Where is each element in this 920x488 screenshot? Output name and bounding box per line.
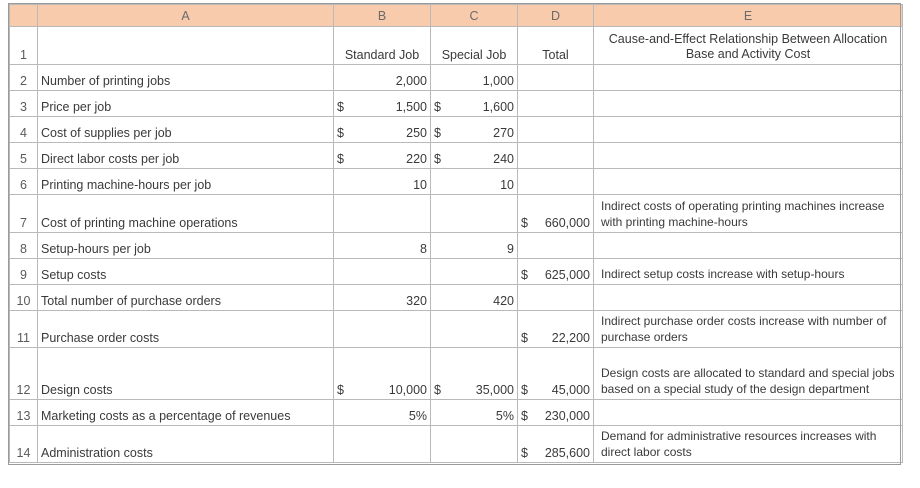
row-label-cell[interactable]: Direct labor costs per job bbox=[38, 143, 334, 169]
column-header-e[interactable]: E bbox=[594, 5, 903, 27]
row-label-cell[interactable]: Design costs bbox=[38, 348, 334, 400]
standard-job-cell[interactable] bbox=[334, 91, 431, 117]
currency-symbol: $ bbox=[434, 383, 441, 397]
currency-symbol: $ bbox=[521, 383, 528, 397]
column-header-c[interactable]: C bbox=[431, 5, 518, 27]
cell-value: 320 bbox=[406, 294, 427, 308]
row-number[interactable]: 4 bbox=[10, 117, 38, 143]
currency-symbol: $ bbox=[337, 100, 344, 114]
cell-value: 1,500 bbox=[395, 100, 427, 114]
table-row bbox=[10, 117, 903, 143]
cause-effect-cell[interactable]: Demand for administrative resources increases with direct labor costs bbox=[594, 426, 903, 463]
cause-effect-cell[interactable] bbox=[594, 400, 903, 426]
currency-symbol: $ bbox=[521, 409, 528, 423]
standard-job-cell[interactable] bbox=[334, 426, 431, 463]
cell-value: 625,000 bbox=[544, 268, 590, 282]
cause-effect-cell[interactable]: Design costs are allocated to standard and special jobs based on a special study of the design department bbox=[594, 348, 903, 400]
table-row bbox=[10, 169, 903, 195]
cause-effect-cell[interactable] bbox=[594, 143, 903, 169]
row-label-cell[interactable]: Administration costs bbox=[38, 426, 334, 463]
total-cell[interactable] bbox=[518, 195, 594, 233]
row-label-cell[interactable]: Printing machine-hours per job bbox=[38, 169, 334, 195]
cell-value: 5% bbox=[495, 409, 514, 423]
row-label-cell[interactable]: Marketing costs as a percentage of revenues bbox=[38, 400, 334, 426]
cause-effect-cell[interactable]: Indirect setup costs increase with setup-hours bbox=[594, 259, 903, 285]
row-number[interactable]: 13 bbox=[10, 400, 38, 426]
total-cell[interactable] bbox=[518, 348, 594, 400]
special-job-cell[interactable] bbox=[431, 233, 518, 259]
standard-job-cell[interactable] bbox=[334, 117, 431, 143]
cell-value: 250 bbox=[406, 126, 427, 140]
cell-value: 660,000 bbox=[544, 216, 590, 230]
cell-value: 10 bbox=[413, 178, 427, 192]
row-number[interactable]: 5 bbox=[10, 143, 38, 169]
standard-job-cell[interactable] bbox=[334, 65, 431, 91]
table-row bbox=[10, 348, 903, 400]
table-row bbox=[10, 91, 903, 117]
special-job-cell[interactable] bbox=[431, 91, 518, 117]
cell-value: 420 bbox=[493, 294, 514, 308]
standard-job-cell[interactable] bbox=[334, 400, 431, 426]
row-label-cell[interactable]: Number of printing jobs bbox=[38, 65, 334, 91]
special-job-cell[interactable] bbox=[431, 400, 518, 426]
total-cell[interactable] bbox=[518, 143, 594, 169]
cell-value: 230,000 bbox=[544, 409, 590, 423]
row-number[interactable]: 3 bbox=[10, 91, 38, 117]
currency-symbol: $ bbox=[521, 268, 528, 282]
cause-effect-cell[interactable] bbox=[594, 117, 903, 143]
cell-value: 22,200 bbox=[551, 331, 590, 345]
table-row bbox=[10, 233, 903, 259]
cause-effect-cell[interactable] bbox=[594, 285, 903, 311]
cause-effect-cell[interactable] bbox=[594, 233, 903, 259]
row-number[interactable]: 2 bbox=[10, 65, 38, 91]
cause-effect-cell[interactable] bbox=[594, 91, 903, 117]
table-row bbox=[10, 400, 903, 426]
column-header-a[interactable]: A bbox=[38, 5, 334, 27]
row-number[interactable]: 6 bbox=[10, 169, 38, 195]
cell-value: 270 bbox=[493, 126, 514, 140]
cell[interactable] bbox=[38, 27, 334, 65]
special-job-cell[interactable] bbox=[431, 311, 518, 348]
table-row bbox=[10, 426, 903, 463]
row-number[interactable]: 10 bbox=[10, 285, 38, 311]
cell-value: 45,000 bbox=[551, 383, 590, 397]
standard-job-cell[interactable] bbox=[334, 259, 431, 285]
currency-symbol: $ bbox=[434, 152, 441, 166]
cell-value: 1,000 bbox=[482, 74, 514, 88]
cell-value: 9 bbox=[507, 242, 514, 256]
currency-symbol: $ bbox=[521, 216, 528, 230]
standard-job-cell[interactable] bbox=[334, 311, 431, 348]
standard-job-cell[interactable] bbox=[334, 143, 431, 169]
cell-value: 35,000 bbox=[475, 383, 514, 397]
currency-symbol: $ bbox=[337, 152, 344, 166]
row-number[interactable]: 11 bbox=[10, 311, 38, 348]
row-label-cell[interactable]: Price per job bbox=[38, 91, 334, 117]
special-job-cell[interactable] bbox=[431, 195, 518, 233]
currency-symbol: $ bbox=[434, 126, 441, 140]
cell-value: 2,000 bbox=[395, 74, 427, 88]
row-number[interactable]: 12 bbox=[10, 348, 38, 400]
header-special-job[interactable]: Special Job bbox=[431, 27, 518, 65]
table-row bbox=[10, 27, 903, 65]
column-header-b[interactable]: B bbox=[334, 5, 431, 27]
currency-symbol: $ bbox=[521, 331, 528, 345]
row-label-cell[interactable]: Cost of supplies per job bbox=[38, 117, 334, 143]
header-standard-job[interactable]: Standard Job bbox=[334, 27, 431, 65]
special-job-cell[interactable] bbox=[431, 259, 518, 285]
cell-value: 220 bbox=[406, 152, 427, 166]
row-number[interactable]: 8 bbox=[10, 233, 38, 259]
total-cell[interactable] bbox=[518, 285, 594, 311]
cause-effect-cell[interactable]: Indirect purchase order costs increase with number of purchase orders bbox=[594, 311, 903, 348]
table-row bbox=[10, 259, 903, 285]
row-label-cell[interactable]: Cost of printing machine operations bbox=[38, 195, 334, 233]
special-job-cell[interactable] bbox=[431, 348, 518, 400]
table-row bbox=[10, 285, 903, 311]
standard-job-cell[interactable] bbox=[334, 169, 431, 195]
row-label-cell[interactable]: Setup-hours per job bbox=[38, 233, 334, 259]
cell-value: 240 bbox=[493, 152, 514, 166]
column-header-d[interactable]: D bbox=[518, 5, 594, 27]
currency-symbol: $ bbox=[521, 446, 528, 460]
table-row bbox=[10, 195, 903, 233]
special-job-cell[interactable] bbox=[431, 65, 518, 91]
total-cell[interactable] bbox=[518, 65, 594, 91]
row-number[interactable]: 9 bbox=[10, 259, 38, 285]
header-total[interactable]: Total bbox=[518, 27, 594, 65]
total-cell[interactable] bbox=[518, 426, 594, 463]
total-cell[interactable] bbox=[518, 169, 594, 195]
cause-effect-cell[interactable] bbox=[594, 169, 903, 195]
standard-job-cell[interactable] bbox=[334, 285, 431, 311]
special-job-cell[interactable] bbox=[431, 285, 518, 311]
select-all-corner[interactable] bbox=[10, 5, 38, 27]
table-row bbox=[10, 311, 903, 348]
total-cell[interactable] bbox=[518, 400, 594, 426]
cause-effect-cell[interactable] bbox=[594, 65, 903, 91]
currency-symbol: $ bbox=[434, 100, 441, 114]
cell-value: 8 bbox=[420, 242, 427, 256]
cell-value: 10,000 bbox=[388, 383, 427, 397]
spreadsheet-grid bbox=[9, 4, 903, 463]
row-label-cell[interactable]: Total number of purchase orders bbox=[38, 285, 334, 311]
special-job-cell[interactable] bbox=[431, 426, 518, 463]
standard-job-cell[interactable] bbox=[334, 195, 431, 233]
row-label-cell[interactable]: Purchase order costs bbox=[38, 311, 334, 348]
total-cell[interactable] bbox=[518, 259, 594, 285]
cell-value: 10 bbox=[500, 178, 514, 192]
header-cause-effect[interactable]: Cause-and-Effect Relationship Between Allocation Base and Activity Cost bbox=[594, 27, 903, 65]
table-row bbox=[10, 143, 903, 169]
standard-job-cell[interactable] bbox=[334, 233, 431, 259]
currency-symbol: $ bbox=[337, 126, 344, 140]
row-number[interactable]: 7 bbox=[10, 195, 38, 233]
cause-effect-cell[interactable]: Indirect costs of operating printing machines increase with printing machine-hours bbox=[594, 195, 903, 233]
currency-symbol: $ bbox=[337, 383, 344, 397]
special-job-cell[interactable] bbox=[431, 117, 518, 143]
special-job-cell[interactable] bbox=[431, 169, 518, 195]
total-cell[interactable] bbox=[518, 311, 594, 348]
row-number[interactable]: 1 bbox=[10, 27, 38, 65]
cell-value: 5% bbox=[408, 409, 427, 423]
total-cell[interactable] bbox=[518, 233, 594, 259]
cell-value: 1,600 bbox=[482, 100, 514, 114]
table-row bbox=[10, 65, 903, 91]
total-cell[interactable] bbox=[518, 117, 594, 143]
row-label-cell[interactable]: Setup costs bbox=[38, 259, 334, 285]
special-job-cell[interactable] bbox=[431, 143, 518, 169]
cell-value: 285,600 bbox=[544, 446, 590, 460]
standard-job-cell[interactable] bbox=[334, 348, 431, 400]
row-number[interactable]: 14 bbox=[10, 426, 38, 463]
column-header-row bbox=[10, 5, 903, 27]
total-cell[interactable] bbox=[518, 91, 594, 117]
